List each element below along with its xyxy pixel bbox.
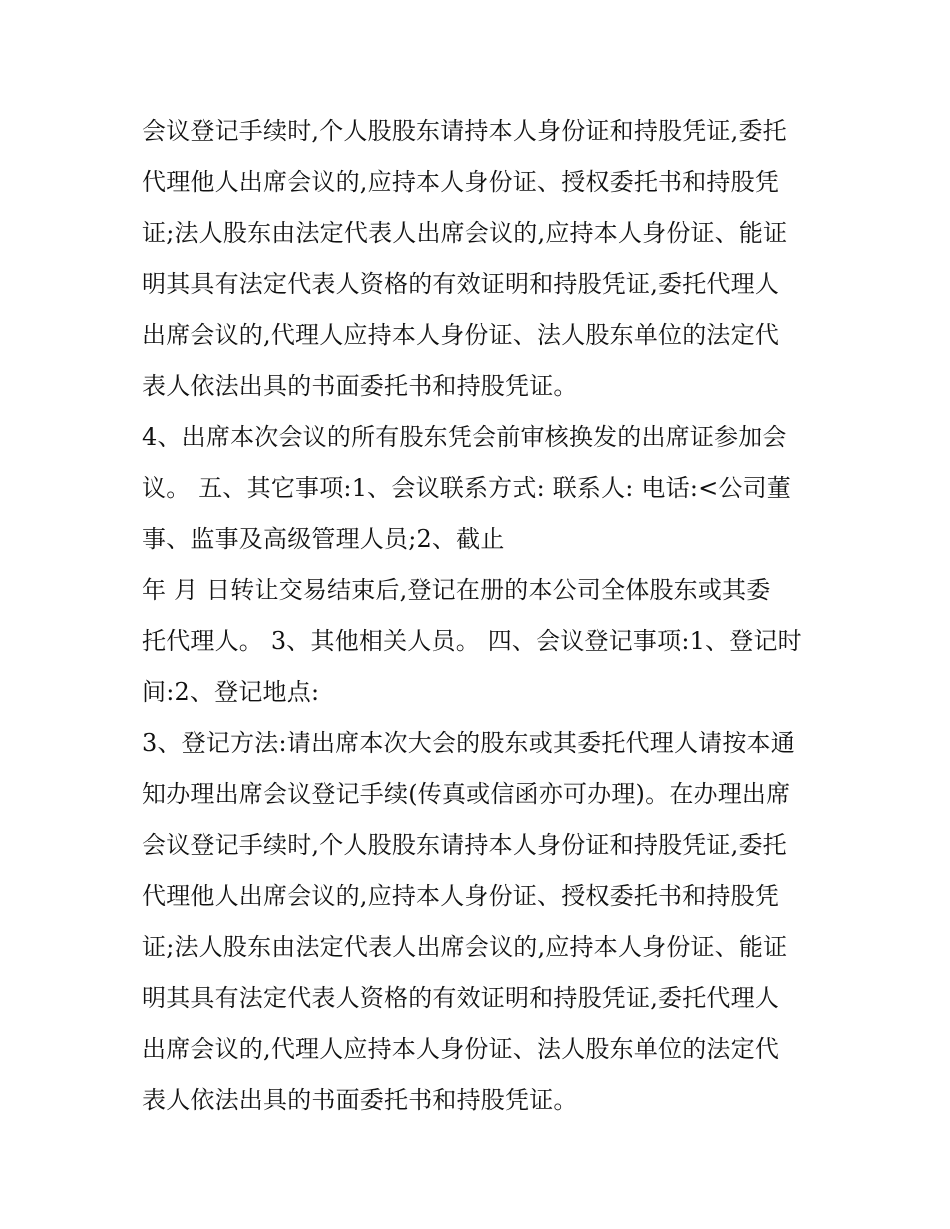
text-line: 知办理出席会议登记手续(传真或信函亦可办理)。在办理出席	[142, 780, 791, 808]
text-line: 事、监事及高级管理人员;2、截止	[142, 525, 505, 553]
text-line: 会议登记手续时,个人股股东请持本人身份证和持股凭证,委托	[142, 831, 787, 859]
text-line: 证;法人股东由法定代表人出席会议的,应持本人身份证、能证	[142, 933, 788, 961]
text-line: 明其具有法定代表人资格的有效证明和持股凭证,委托代理人	[142, 270, 780, 298]
document-body	[142, 106, 822, 1126]
text-line: 证;法人股东由法定代表人出席会议的,应持本人身份证、能证	[142, 219, 788, 247]
text-line: 代理他人出席会议的,应持本人身份证、授权委托书和持股凭	[142, 882, 780, 910]
text-line: 会议登记手续时,个人股股东请持本人身份证和持股凭证,委托	[142, 117, 787, 145]
text-line: 议。 五、其它事项:1、会议联系方式: 联系人: 电话:<公司董	[142, 474, 792, 502]
text-line: 表人依法出具的书面委托书和持股凭证。	[142, 372, 578, 400]
text-line: 托代理人。 3、其他相关人员。 四、会议登记事项:1、登记时	[142, 627, 802, 655]
text-line: 代理他人出席会议的,应持本人身份证、授权委托书和持股凭	[142, 168, 780, 196]
text-line: 表人依法出具的书面委托书和持股凭证。	[142, 1086, 578, 1114]
text-line: 明其具有法定代表人资格的有效证明和持股凭证,委托代理人	[142, 984, 780, 1012]
text-line: 出席会议的,代理人应持本人身份证、法人股东单位的法定代	[142, 1035, 780, 1063]
text-line: 年 月 日转让交易结束后,登记在册的本公司全体股东或其委	[142, 576, 771, 604]
text-line: 4、出席本次会议的所有股东凭会前审核换发的出席证参加会	[142, 423, 787, 451]
text-line: 间:2、登记地点:	[142, 678, 320, 706]
text-line: 3、登记方法:请出席本次大会的股东或其委托代理人请按本通	[142, 729, 795, 757]
text-line: 出席会议的,代理人应持本人身份证、法人股东单位的法定代	[142, 321, 780, 349]
